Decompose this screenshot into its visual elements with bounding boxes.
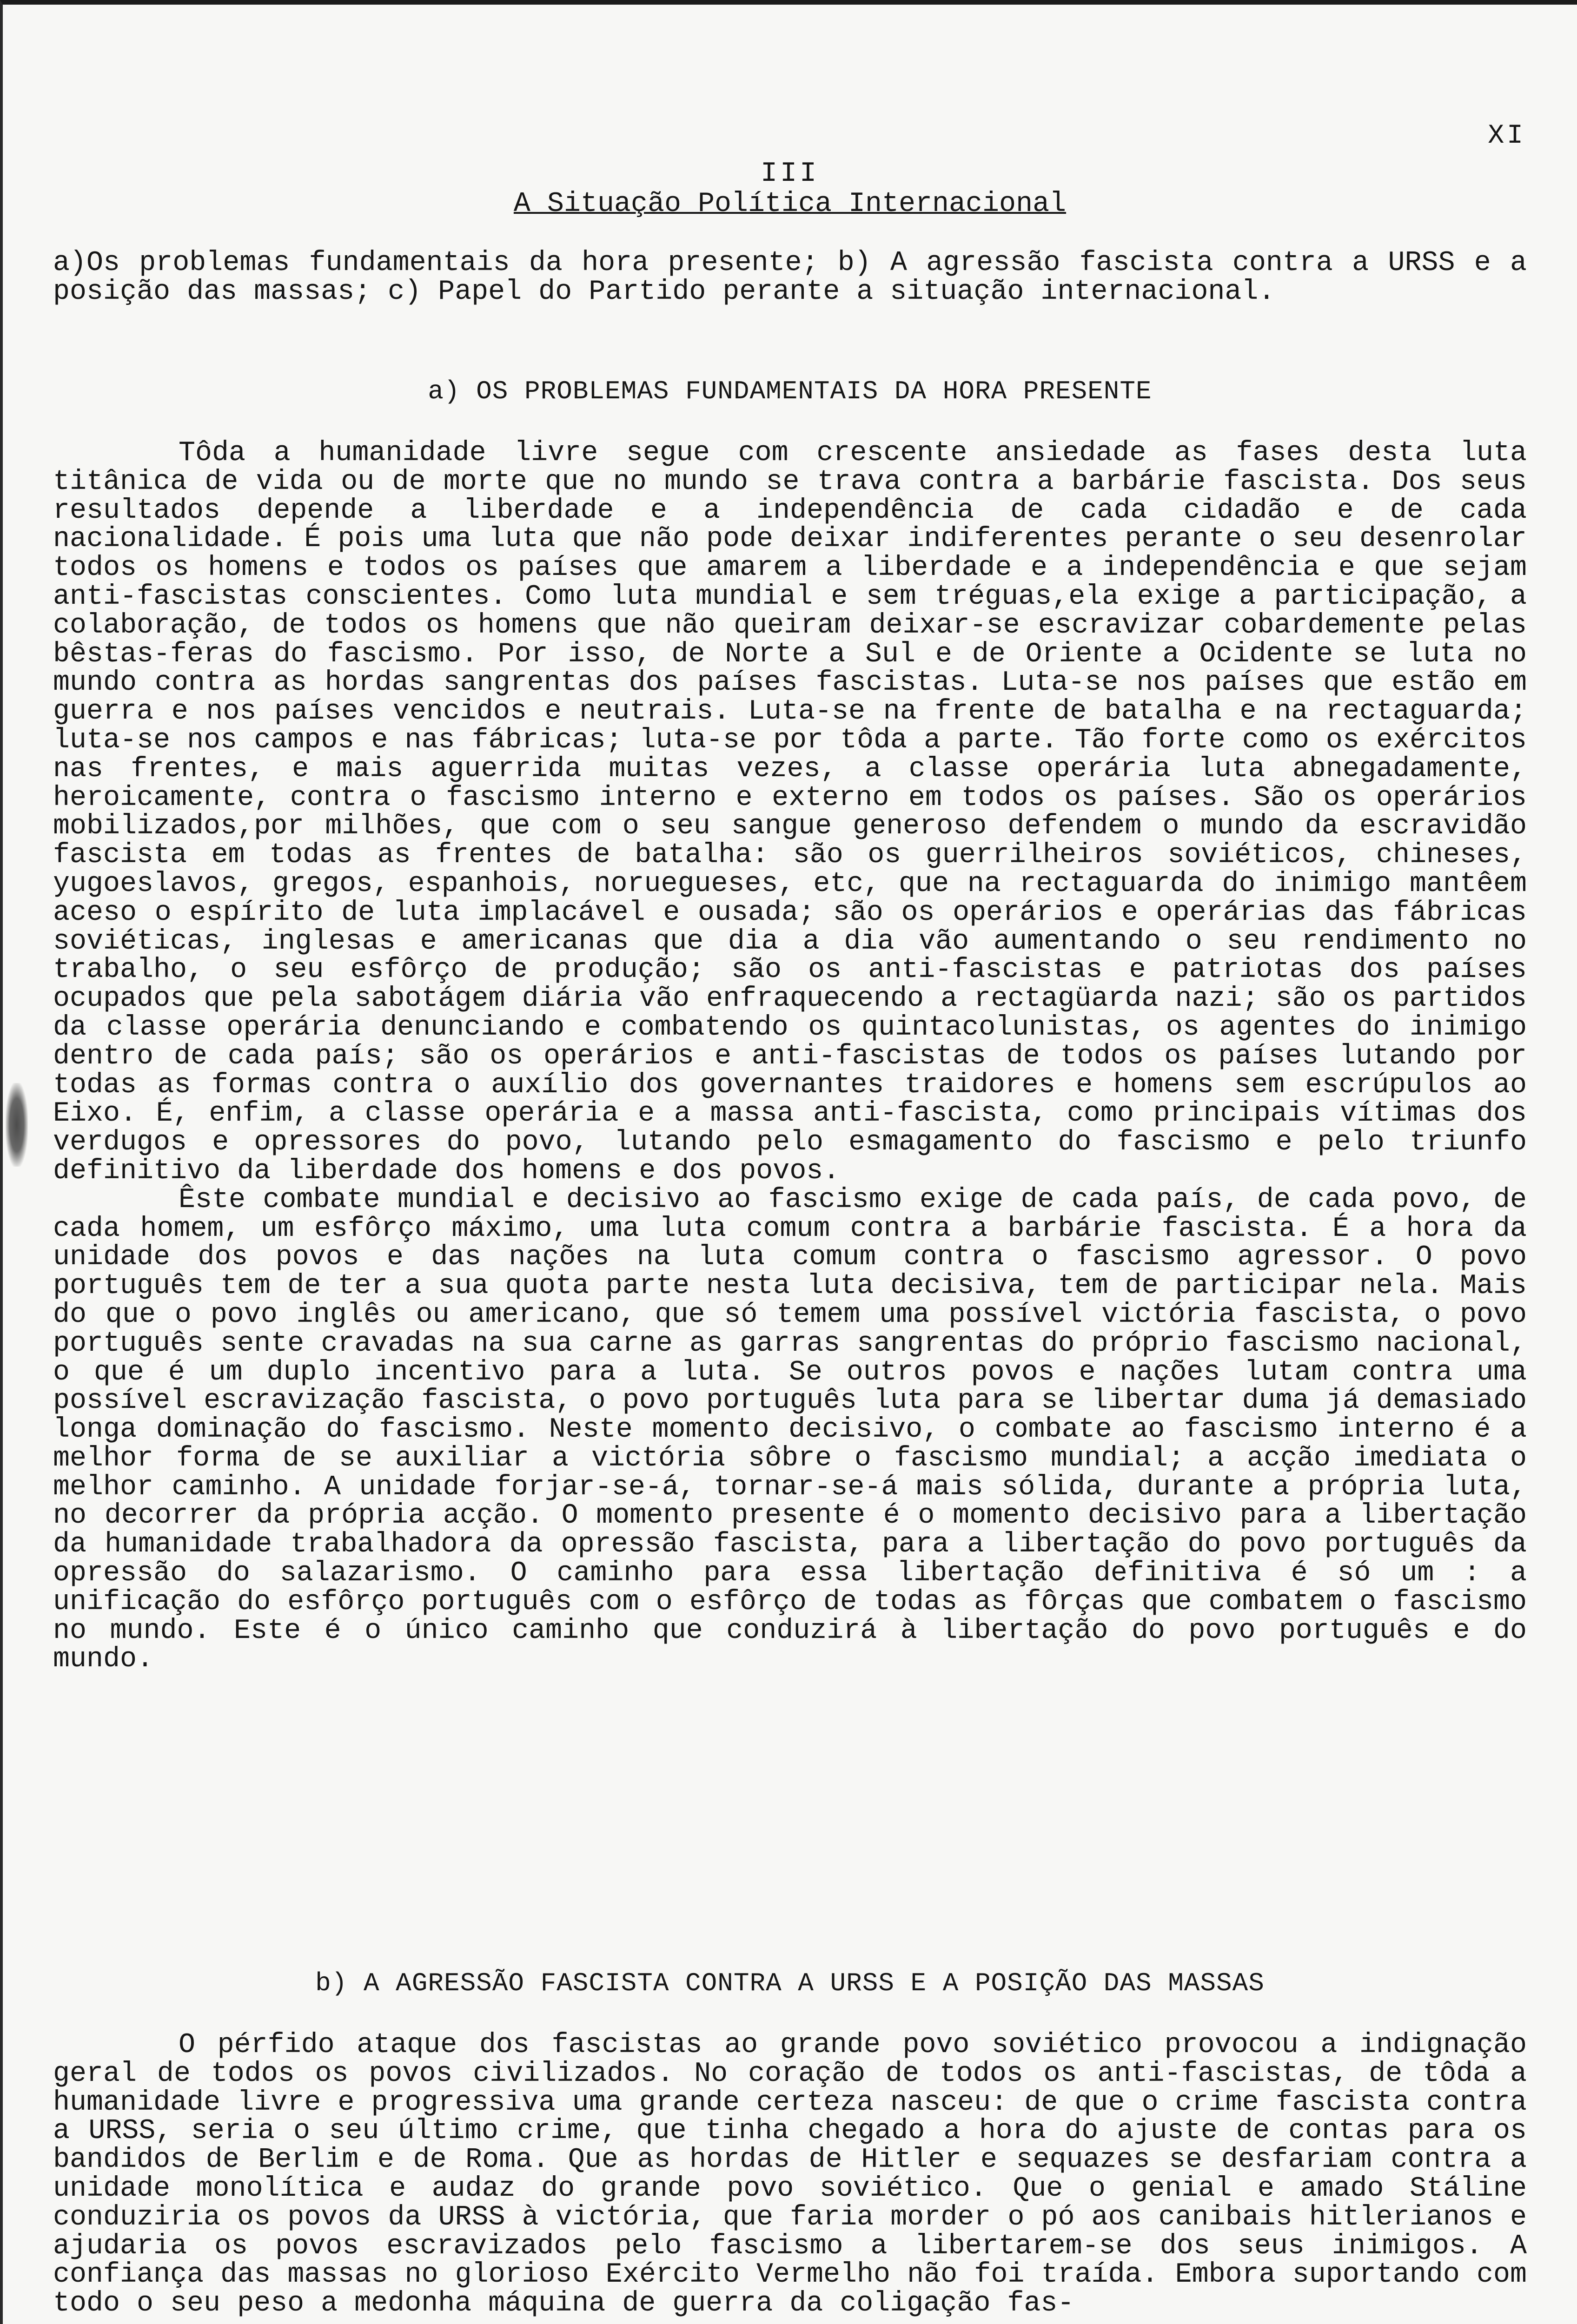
section-b-heading: b) A AGRESSÃO FASCISTA CONTRA A URSS E A POSIÇÃO DAS MASSAS (315, 1968, 1265, 1998)
scan-smudge (6, 1083, 28, 1167)
section-b-body (53, 2031, 1527, 2324)
section-number: III (760, 158, 820, 190)
page-number: XI (1488, 121, 1526, 151)
paragraph: O pérfido ataque dos fascistas ao grande povo soviético provocou a indignação geral de todos os povos civilizados. No coração de todos os anti-fascistas, de tôda a humanidade livre e progressiva uma grande certeza nasceu: de que o crime fascista contra a URSS, seria o seu último crime, que tinha chegado a hora do ajuste de contas para os bandidos de Berlim e de Roma. Que as hordas de Hitler e sequazes se desfariam contra a unidade monolítica e audaz do grande povo soviético. Que o genial e amado Stáline conduziria os povos da URSS à victória, que faria morder o pó aos canibais hitlerianos e ajudaria os povos escravizados pelo fascismo a libertarem-se dos seus inimigos. A confiança das massas no glorioso Exército Vermelho não foi traída. Embora suportando com todo o seu peso a medonha máquina de guerra da coligação fas- (53, 2029, 1527, 2320)
chapter-summary: a)Os problemas fundamentais da hora presente; b) A agressão fascista contra a URSS e a posição das massas; c) Papel do Partido perante a situação internacional. (53, 247, 1527, 308)
paragraph: Tôda a humanidade livre segue com crescente ansiedade as fases desta luta titânica de vida ou de morte que no mundo se trava contra a barbárie fascista. Dos seus resultados depende a liberdade e a independência de cada cidadão e de cada nacionalidade. É pois uma luta que não pode deixar indiferentes perante o seu desenrolar todos os homens e todos os países que amarem a liberdade e a independência e que sejam anti-fascistas conscientes. Como luta mundial e sem tréguas,ela exige a participação, a colaboração, de todos os homens que não queiram deixar-se escravizar cobardemente pelas bêstas-feras do fascismo. Por isso, de Norte a Sul e de Oriente a Ocidente se luta no mundo contra as hordas sangrentas dos países fascistas. Luta-se nos países que estão em guerra e nos países vencidos e neutrais. Luta-se na frente de batalha e na rectaguarda; luta-se nos campos e nas fábricas; luta-se por tôda a parte. Tão forte como os exércitos nas frentes, e mais aguerrida muitas vezes, a classe operária luta abnegadamente, heroicamente, contra o fascismo interno e externo em todos os países. São os operários mobilizados,por milhões, que com o seu sangue generoso defendem o mundo da escravidão fascista em todas as frentes de batalha: são os guerrilheiros soviéticos, chineses, yugoeslavos, gregos, espanhois, noruegueses, etc, que na rectaguarda do inimigo mantêem aceso o espírito de luta implacável e ousada; são os operários e operárias das fábricas soviéticas, inglesas e americanas que dia a dia vão aumentando o seu rendimento no trabalho, o seu esfôrço de produção; são os anti-fascistas e patriotas dos países ocupados que pela sabotágem diária vão enfraquecendo a rectagüarda nazi; são os partidos da classe operária denunciando e combatendo os quintacolunistas, os agentes do inimigo dentro de cada país; são os operários e anti-fascistas de todos os países lutando por todas as formas contra o auxílio dos governantes traidores e homens sem escrúpulos ao Eixo. É, enfim, a classe operária e a massa anti-fascista, como principais vítimas dos verdugos e opressores do povo, lutando pelo esmagamento do fascismo e pelo triunfo definitivo da liberdade dos homens e dos povos. (53, 437, 1527, 1187)
section-a-heading: a) OS PROBLEMAS FUNDAMENTAIS DA HORA PRESENTE (428, 376, 1152, 406)
paragraph: Êste combate mundial e decisivo ao fascismo exige de cada país, de cada povo, de cada homem, um esfôrço máximo, uma luta comum contra a barbárie fascista. É a hora da unidade dos povos e das nações na luta comum contra o fascismo agressor. O povo português tem de ter a sua quota parte nesta luta decisiva, tem de participar nela. Mais do que o povo inglês ou americano, que só temem uma possível victória fascista, o povo português sente cravadas na sua carne as garras sangrentas do próprio fascismo nacional, o que é um duplo incentivo para a luta. Se outros povos e nações lutam contra uma possível escravização fascista, o povo português luta para se libertar duma já demasiado longa dominação do fascismo. Neste momento decisivo, o combate ao fascismo interno é a melhor forma de se auxiliar a victória sôbre o fascismo mundial; a acção imediata o melhor caminho. A unidade forjar-se-á, tornar-se-á mais sólida, durante a própria luta, no decorrer da própria acção. O momento presente é o momento decisivo para a libertação da humanidade trabalhadora da opressão fascista, para a libertação do povo português da opressão do salazarismo. O caminho para essa libertação definitiva é só um : a unificação do esfôrço português com o esfôrço de todas as fôrças que combatem o fascismo no mundo. Este é o único caminho que conduzirá à libertação do povo português e do mundo. (53, 1184, 1527, 1676)
chapter-title: A Situação Política Internacional (513, 188, 1067, 220)
section-a-body (53, 439, 1527, 1936)
